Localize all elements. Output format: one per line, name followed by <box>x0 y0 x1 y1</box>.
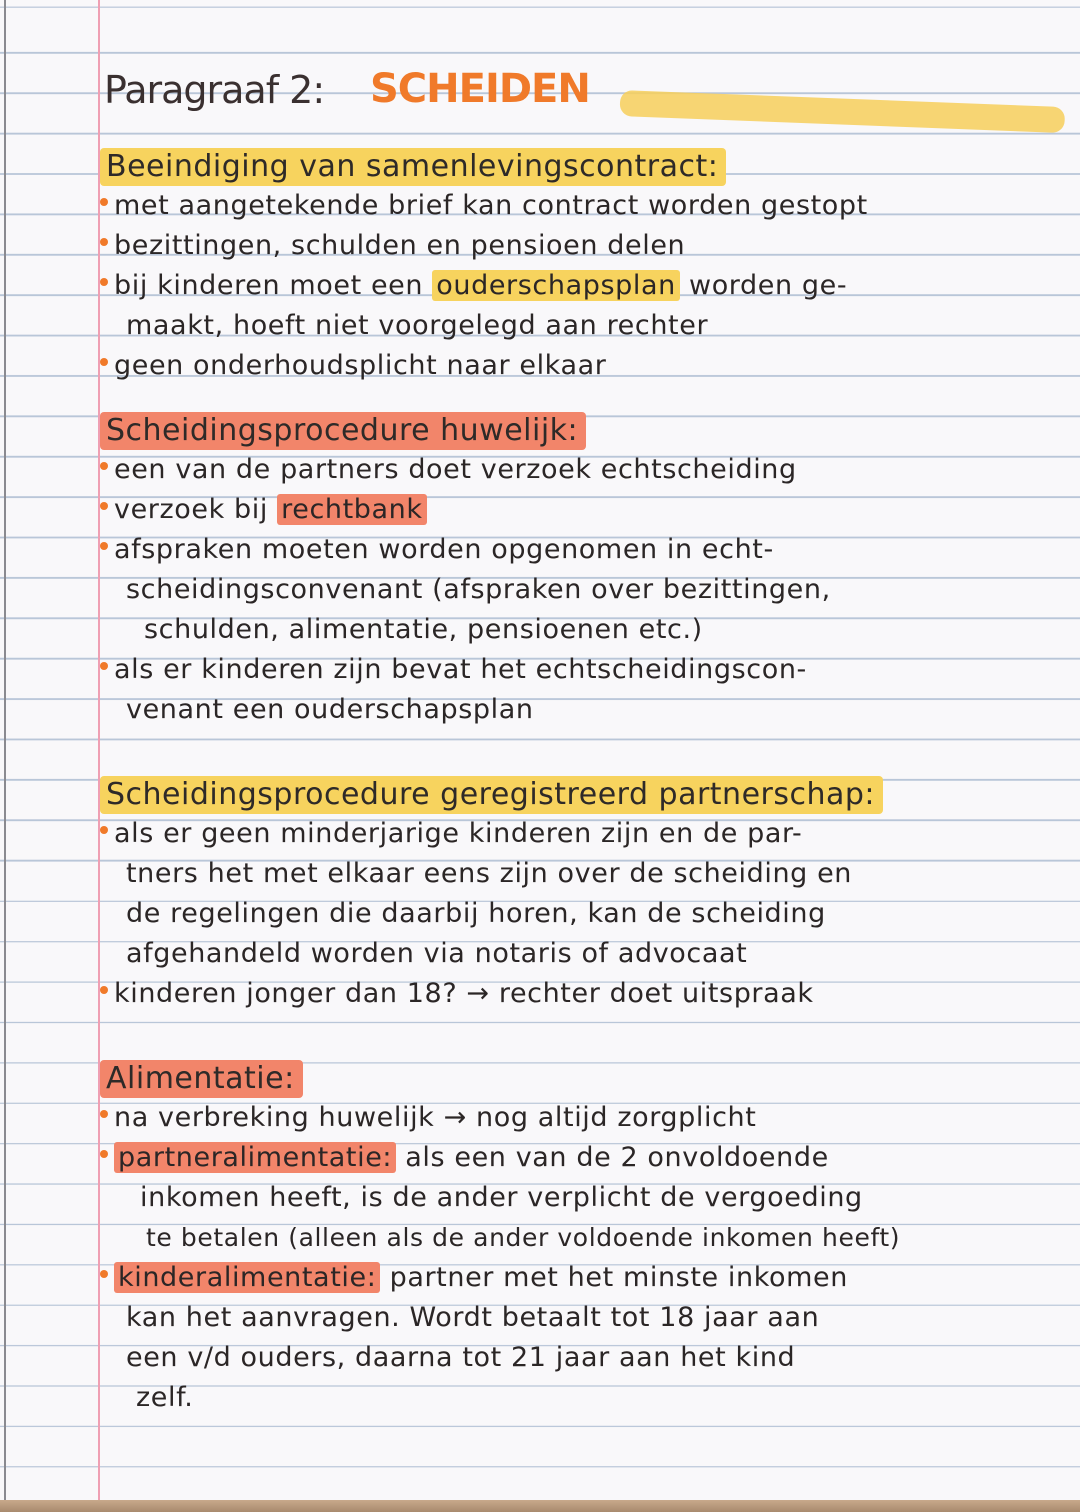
title-highlight-stroke <box>620 90 1066 133</box>
list-item-continuation: kan het aanvragen. Wordt betaalt tot 18 jaar aan <box>126 1302 820 1333</box>
bullet-icon <box>100 238 108 246</box>
list-item: verzoek bij rechtbank <box>100 490 1070 530</box>
list-item-continuation: venant een ouderschapsplan <box>126 694 534 725</box>
list-item: partneralimentatie: als een van de 2 onvoldoende <box>100 1138 1070 1178</box>
list-item: bij kinderen moet een ouderschapsplan worden ge- <box>100 266 1070 306</box>
notes-content <box>100 60 1070 1413</box>
section-heading: Beeindiging van samenlevingscontract: <box>100 148 726 186</box>
list-item-continuation: te betalen (alleen als de ander voldoende inkomen heeft) <box>146 1223 901 1252</box>
section-scheiding-partnerschap <box>100 776 1070 1014</box>
bullet-icon <box>100 502 108 510</box>
section-alimentatie <box>100 1060 1070 1418</box>
list-item-continuation: scheidingsconvenant (afspraken over bezittingen, <box>126 574 831 605</box>
page-title <box>100 60 1070 140</box>
bullet-icon <box>100 662 108 670</box>
bullet-icon <box>100 542 108 550</box>
list-item-continuation: een v/d ouders, daarna tot 21 jaar aan het kind <box>126 1342 796 1373</box>
highlighted-term: partneralimentatie: <box>114 1142 396 1173</box>
highlighted-term: rechtbank <box>277 494 427 525</box>
title-prefix: Paragraaf 2: <box>104 68 325 112</box>
bullet-icon <box>100 1270 108 1278</box>
bullet-icon <box>100 986 108 994</box>
list-item: als er kinderen zijn bevat het echtscheidingscon- <box>100 650 1070 690</box>
highlighted-term: ouderschapsplan <box>432 270 680 301</box>
bullet-icon <box>100 358 108 366</box>
list-item-continuation: inkomen heeft, is de ander verplicht de vergoeding <box>140 1182 863 1213</box>
bullet-icon <box>100 278 108 286</box>
bullet-icon <box>100 1150 108 1158</box>
highlighted-term: kinderalimentatie: <box>114 1262 380 1293</box>
section-heading: Scheidingsprocedure huwelijk: <box>100 412 586 450</box>
bullet-icon <box>100 462 108 470</box>
page-edge <box>4 0 6 1500</box>
table-surface <box>0 1500 1080 1512</box>
section-heading: Alimentatie: <box>100 1060 303 1098</box>
bullet-icon <box>100 826 108 834</box>
list-item: afspraken moeten worden opgenomen in echt- <box>100 530 1070 570</box>
list-item-continuation: maakt, hoeft niet voorgelegd aan rechter <box>126 310 709 341</box>
list-item: een van de partners doet verzoek echtscheiding <box>100 450 1070 490</box>
list-item-continuation: schulden, alimentatie, pensioenen etc.) <box>144 614 703 645</box>
list-item: kinderalimentatie: partner met het minste inkomen <box>100 1258 1070 1298</box>
list-item: geen onderhoudsplicht naar elkaar <box>100 346 1070 386</box>
list-item-continuation: zelf. <box>136 1382 194 1413</box>
list-item: met aangetekende brief kan contract worden gestopt <box>100 186 1070 226</box>
bullet-icon <box>100 198 108 206</box>
list-item: na verbreking huwelijk → nog altijd zorgplicht <box>100 1098 1070 1138</box>
list-item-continuation: tners het met elkaar eens zijn over de scheiding en <box>126 858 852 889</box>
bullet-icon <box>100 1110 108 1118</box>
section-heading: Scheidingsprocedure geregistreerd partnerschap: <box>100 776 883 814</box>
section-scheiding-huwelijk <box>100 412 1070 730</box>
list-item-continuation: afgehandeld worden via notaris of advocaat <box>126 938 748 969</box>
list-item: kinderen jonger dan 18? → rechter doet uitspraak <box>100 974 1070 1014</box>
title-accent: SCHEIDEN <box>370 66 590 112</box>
list-item: bezittingen, schulden en pensioen delen <box>100 226 1070 266</box>
list-item: als er geen minderjarige kinderen zijn en de par- <box>100 814 1070 854</box>
list-item-continuation: de regelingen die daarbij horen, kan de scheiding <box>126 898 826 929</box>
section-samenlevingscontract <box>100 148 1070 386</box>
